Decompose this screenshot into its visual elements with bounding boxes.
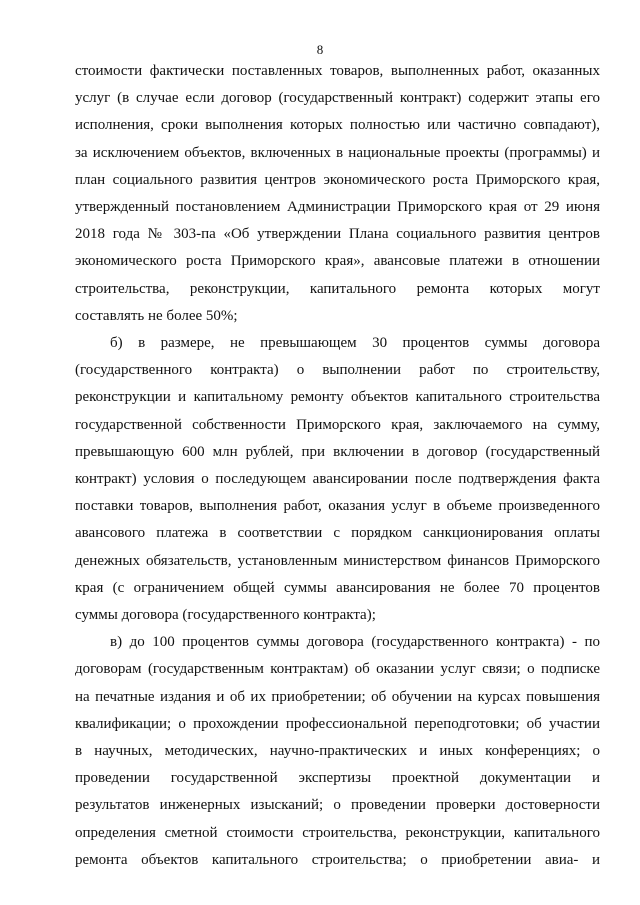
text-line: за исключением объектов, включенных в национальные проекты (программы) и xyxy=(75,144,600,161)
text-line: (государственного контракта) о выполнении работ по строительству, xyxy=(75,362,600,379)
text-line: в научных, методических, научно-практических и иных конференциях; о xyxy=(75,743,600,759)
text-line: края (с ограничением общей суммы авансирования не более 70 процентов xyxy=(75,579,600,596)
text-line: исполнения, сроки выполнения которых полностью или частично совпадают), xyxy=(75,117,600,134)
text-line: поставки товаров, выполнения работ, оказания услуг в объеме произведенного xyxy=(75,498,600,515)
text-line: ремонта объектов капитального строительства; о приобретении авиа- и xyxy=(75,851,600,868)
text-line: экономического роста Приморского края», авансовые платежи в отношении xyxy=(75,253,600,270)
text-line: стоимости фактически поставленных товаров, выполненных работ, оказанных xyxy=(75,63,600,79)
text-line: составлять не более 50%; xyxy=(75,307,238,324)
text-line: утвержденный постановлением Администрации Приморского края от 29 июня xyxy=(75,199,600,215)
text-line: результатов инженерных изысканий; о проведении проверки достоверности xyxy=(75,797,600,814)
text-line: 2018 года № 303-па «Об утверждении Плана социального развития центров xyxy=(75,226,600,243)
text-line: контракт) условия о последующем авансировании после подтверждения факта xyxy=(75,471,600,487)
text-line: проведении государственной экспертизы проектной документации и xyxy=(75,770,600,787)
text-line: определения сметной стоимости строительства, реконструкции, капитального xyxy=(75,824,600,841)
text-line: авансового платежа в соответствии с порядком санкционирования оплаты xyxy=(75,525,600,542)
text-line: договорам (государственным контрактам) об оказании услуг связи; о подписке xyxy=(75,661,600,678)
text-line: строительства, реконструкции, капитального ремонта которых могут xyxy=(75,280,600,297)
page-number: 8 xyxy=(316,42,324,57)
paragraph-first-line: в) до 100 процентов суммы договора (государственного контракта) - по xyxy=(110,634,600,651)
text-line: услуг (в случае если договор (государственный контракт) содержит этапы его xyxy=(75,90,600,107)
paragraph-first-line: б) в размере, не превышающем 30 процентов суммы договора xyxy=(110,335,600,351)
text-line: превышающую 600 млн рублей, при включении в договор (государственный xyxy=(75,443,600,460)
text-line: суммы договора (государственного контракта); xyxy=(75,607,376,623)
text-line: реконструкции и капитальному ремонту объектов капитального строительства xyxy=(75,389,600,406)
text-line: квалификации; о прохождении профессиональной переподготовки; об участии xyxy=(75,715,600,732)
text-line: на печатные издания и об их приобретении; об обучении на курсах повышения xyxy=(75,688,600,705)
text-line: государственной собственности Приморского края, заключаемого на сумму, xyxy=(75,416,600,433)
text-line: денежных обязательств, установленным министерством финансов Приморского xyxy=(75,552,600,569)
text-line: план социального развития центров экономического роста Приморского края, xyxy=(75,171,600,188)
